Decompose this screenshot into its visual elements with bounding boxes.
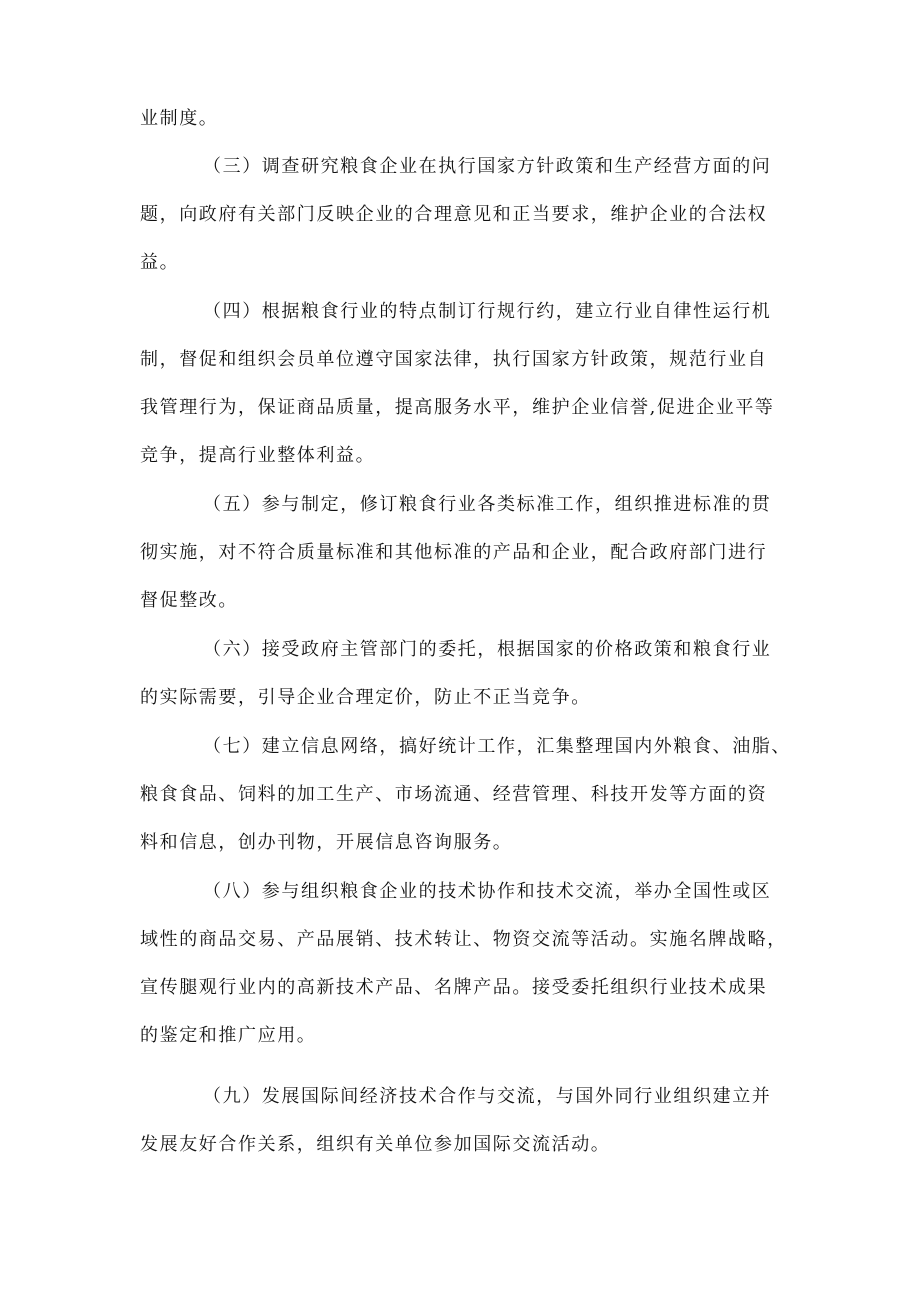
paragraph-3-line-3: 益。 [140, 252, 180, 273]
paragraph-7-line-3: 料和信息，创办刊物，开展信息咨询服务。 [140, 832, 513, 853]
paragraph-5-line-2: 彻实施，对不符合质量标准和其他标准的产品和企业，配合政府部门进行 [140, 542, 768, 563]
paragraph-9-line-2: 发展友好合作关系，组织有关单位参加国际交流活动。 [140, 1134, 611, 1155]
paragraph-5-line-1: （五）参与制定，修订粮食行业各类标准工作，组织推进标准的贯 [203, 494, 772, 515]
paragraph-8-line-4: 的鉴定和推广应用。 [140, 1025, 317, 1046]
paragraph-4-line-3: 我管理行为，保证商品质量，提高服务水平，维护企业信誉,促进企业平等 [140, 397, 775, 418]
paragraph-3-line-2: 题，向政府有关部门反映企业的合理意见和正当要求，维护企业的合法权 [140, 204, 768, 225]
paragraph-8-line-2: 域性的商品交易、产品展销、技术转让、物资交流等活动。实施名牌战略， [140, 929, 787, 950]
paragraph-4-line-1: （四）根据粮食行业的特点制订行规行约，建立行业自律性运行机 [203, 301, 772, 322]
paragraph-8-line-1: （八）参与组织粮食企业的技术协作和技术交流，举办全国性或区 [203, 881, 772, 902]
paragraph-8-line-3: 宣传腿观行业内的高新技术产品、名牌产品。接受委托组织行业技术成果 [140, 977, 768, 998]
paragraph-6-line-2: 的实际需要，引导企业合理定价，防止不正当竞争。 [140, 687, 591, 708]
paragraph-9-line-1: （九）发展国际间经济技术合作与交流，与国外同行业组织建立并 [203, 1086, 772, 1107]
paragraph-4-line-4: 竞争，提高行业整体利益。 [140, 445, 376, 466]
paragraph-7-line-2: 粮食食品、饲料的加工生产、市场流通、经营管理、科技开发等方面的资 [140, 784, 768, 805]
paragraph-4-line-2: 制，督促和组织会员单位遵守国家法律，执行国家方针政策，规范行业自 [140, 349, 768, 370]
paragraph-5-line-3: 督促整改。 [140, 590, 238, 611]
paragraph-3-line-1: （三）调查研究粮食企业在执行国家方针政策和生产经营方面的问 [203, 156, 772, 177]
paragraph-6-line-1: （六）接受政府主管部门的委托，根据国家的价格政策和粮食行业 [203, 639, 772, 660]
paragraph-carryover-line: 业制度。 [140, 108, 219, 129]
paragraph-7-line-1: （七）建立信息网络，搞好统计工作，汇集整理国内外粮食、油脂、 [203, 736, 791, 757]
